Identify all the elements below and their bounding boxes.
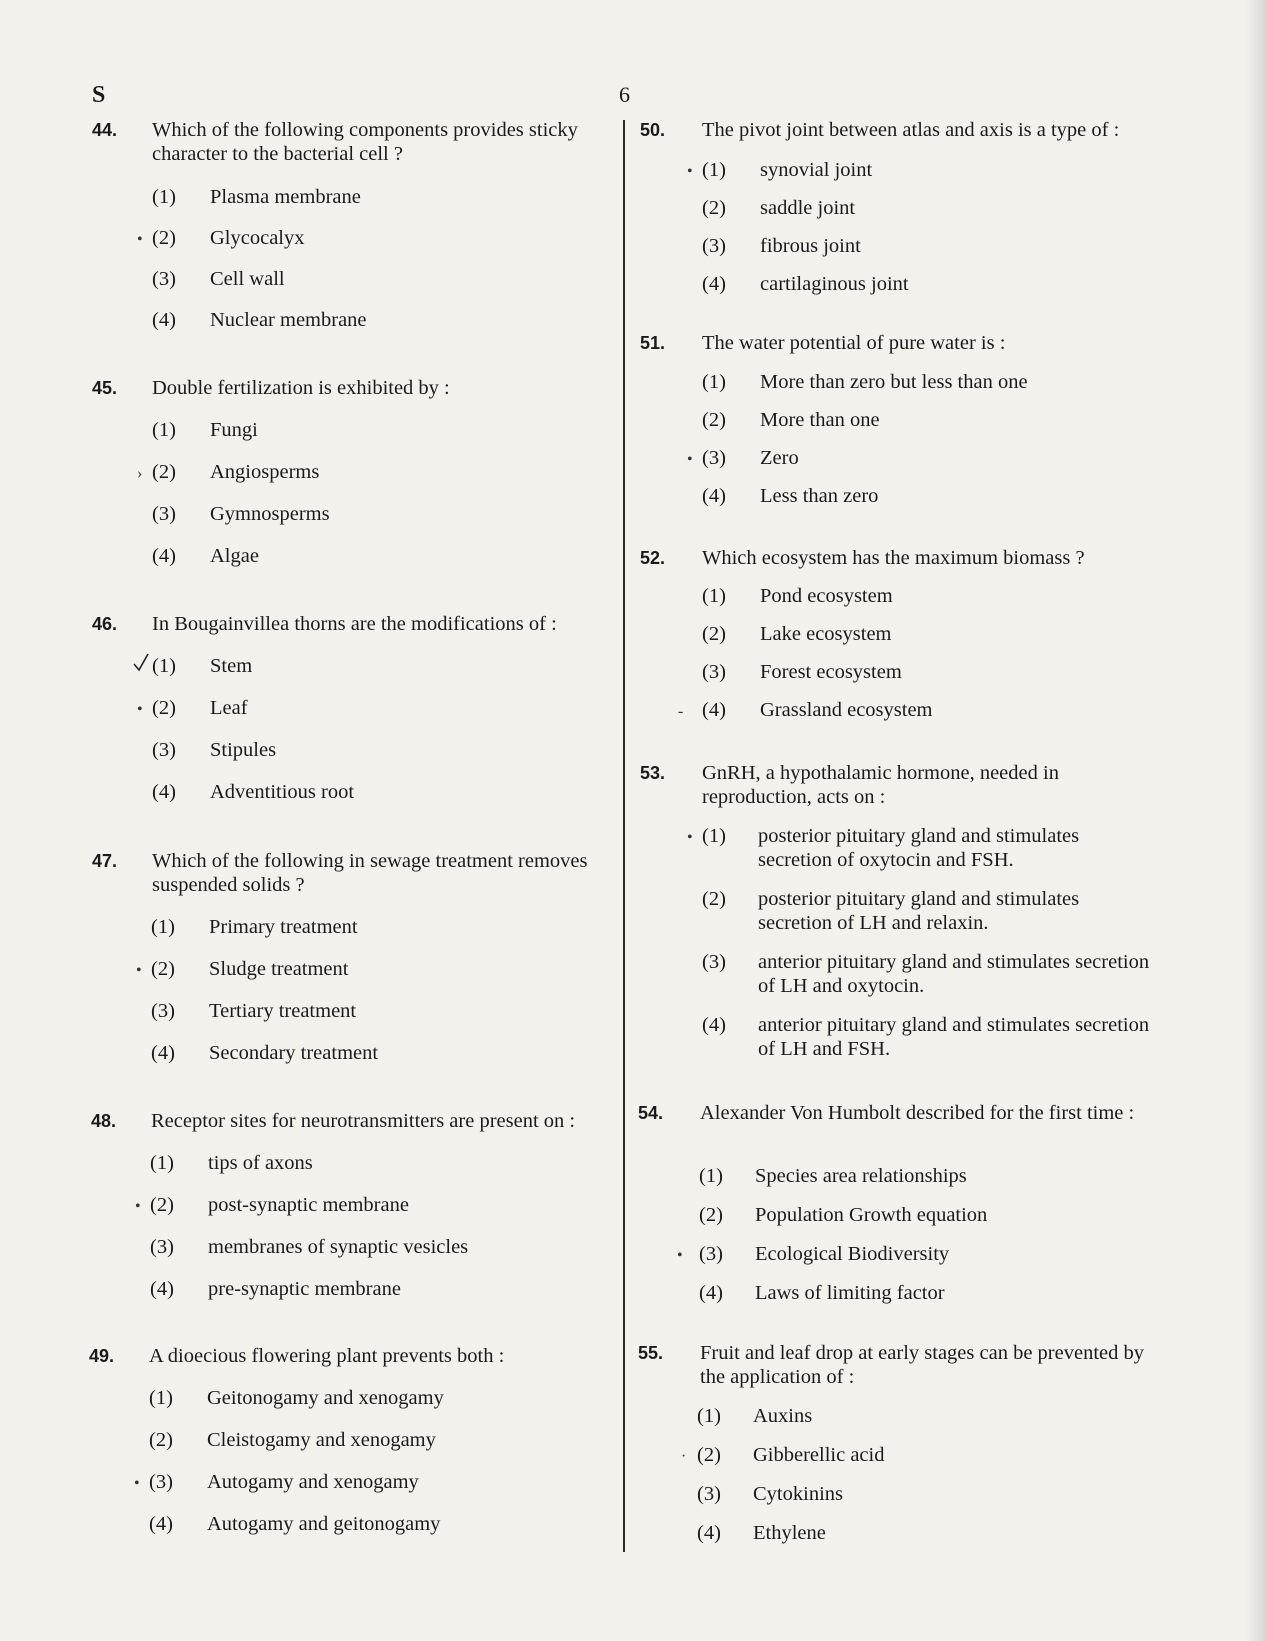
option-number: (4) [152, 309, 176, 331]
option-text: Geitonogamy and xenogamy [207, 1387, 444, 1409]
option-text: More than zero but less than one [760, 371, 1028, 393]
pencil-mark-icon: · [681, 1448, 687, 1465]
question-number: 55. [638, 1343, 664, 1363]
option-text: Auxins [753, 1405, 813, 1427]
question-number: 44. [92, 120, 118, 140]
option-number: (2) [702, 409, 726, 431]
question-text: The pivot joint between atlas and axis is a type of : [702, 119, 1120, 141]
option-text: synovial joint [760, 159, 873, 181]
option-number: (2) [702, 623, 726, 645]
option-number: (3) [152, 503, 176, 525]
option-number: (1) [151, 916, 175, 938]
option-text: Cell wall [210, 268, 285, 290]
question-number: 45. [92, 378, 118, 398]
question-text: Fruit and leaf drop at early stages can be prevented by the application of : [700, 1342, 1144, 1388]
option-text: Autogamy and geitonogamy [207, 1513, 441, 1535]
page-number: 6 [619, 82, 630, 107]
option-number: (1) [702, 585, 726, 607]
option-number: (3) [151, 1000, 175, 1022]
option-text: saddle joint [760, 197, 856, 219]
question-number: 54. [638, 1103, 664, 1123]
option-text: Gymnosperms [210, 503, 330, 525]
option-number: (1) [152, 419, 176, 441]
option-number: (3) [702, 661, 726, 683]
option-text: pre-synaptic membrane [208, 1278, 401, 1300]
pencil-mark-icon: • [677, 1247, 683, 1264]
option-text: Stem [210, 655, 253, 677]
option-text: Sludge treatment [209, 958, 349, 980]
option-number: (2) [697, 1444, 721, 1466]
option-text: Cleistogamy and xenogamy [207, 1429, 436, 1451]
option-number: (1) [152, 655, 176, 677]
option-number: (3) [152, 739, 176, 761]
question-text: The water potential of pure water is : [702, 332, 1006, 354]
option-number: (2) [151, 958, 175, 980]
option-text: Leaf [210, 697, 248, 719]
pencil-mark-icon: • [687, 163, 693, 180]
option-number: (1) [150, 1152, 174, 1174]
option-number: (1) [699, 1165, 723, 1187]
option-number: (3) [702, 447, 726, 469]
option-number: (3) [152, 268, 176, 290]
question-text: Alexander Von Humbolt described for the first time : [700, 1102, 1135, 1124]
option-text: Autogamy and xenogamy [207, 1471, 419, 1493]
question-text: In Bougainvillea thorns are the modifications of : [152, 613, 557, 635]
option-number: (4) [702, 1014, 726, 1036]
pencil-mark-icon: - [678, 703, 684, 720]
option-number: (1) [702, 371, 726, 393]
option-number: (2) [150, 1194, 174, 1216]
option-number: (1) [702, 159, 726, 181]
option-number: (4) [152, 545, 176, 567]
option-text: Lake ecosystem [760, 623, 892, 645]
option-number: (2) [702, 197, 726, 219]
option-number: (3) [149, 1471, 173, 1493]
question-text: A dioecious flowering plant prevents both : [149, 1345, 505, 1367]
option-text: Forest ecosystem [760, 661, 902, 683]
option-text: Glycocalyx [210, 227, 305, 249]
column-divider [623, 120, 625, 1552]
question-number: 47. [92, 851, 118, 871]
option-text: Fungi [210, 419, 258, 441]
option-text: Secondary treatment [209, 1042, 379, 1064]
option-number: (4) [150, 1278, 174, 1300]
option-number: (2) [152, 697, 176, 719]
question-text: Which of the following in sewage treatment removes suspended solids ? [152, 850, 588, 896]
option-number: (4) [702, 485, 726, 507]
option-text: Stipules [210, 739, 277, 761]
option-text: posterior pituitary gland and stimulates secretion of LH and relaxin. [758, 888, 1080, 934]
option-text: anterior pituitary gland and stimulates secretion of LH and oxytocin. [758, 951, 1150, 997]
option-text: membranes of synaptic vesicles [208, 1236, 469, 1258]
option-number: (3) [702, 951, 726, 973]
option-number: (3) [702, 235, 726, 257]
question-number: 46. [92, 614, 118, 634]
pencil-mark-icon: • [136, 962, 142, 979]
pencil-mark-icon: • [134, 1475, 140, 1492]
option-number: (3) [699, 1243, 723, 1265]
option-number: (4) [699, 1282, 723, 1304]
option-number: (1) [149, 1387, 173, 1409]
option-number: (4) [702, 273, 726, 295]
option-text: post-synaptic membrane [208, 1194, 409, 1216]
question-number: 49. [89, 1346, 115, 1366]
option-text: Ethylene [753, 1522, 826, 1544]
option-text: Less than zero [760, 485, 879, 507]
option-text: Pond ecosystem [760, 585, 893, 607]
option-text: Population Growth equation [755, 1204, 988, 1226]
question-text: GnRH, a hypothalamic hormone, needed in reproduction, acts on : [702, 762, 1059, 808]
question-text: Which ecosystem has the maximum biomass ? [702, 547, 1085, 569]
option-text: fibrous joint [760, 235, 861, 257]
option-number: (2) [702, 888, 726, 910]
option-text: Adventitious root [210, 781, 355, 803]
option-number: (3) [697, 1483, 721, 1505]
series-code: S [92, 82, 106, 108]
option-number: (2) [152, 227, 176, 249]
option-number: (3) [150, 1236, 174, 1258]
option-text: anterior pituitary gland and stimulates secretion of LH and FSH. [758, 1014, 1150, 1060]
option-text: Ecological Biodiversity [755, 1243, 950, 1265]
option-text: Grassland ecosystem [760, 699, 933, 721]
question-number: 48. [91, 1111, 117, 1131]
option-text: More than one [760, 409, 880, 431]
option-text: Primary treatment [209, 916, 358, 938]
option-text: Cytokinins [753, 1483, 843, 1505]
option-number: (4) [151, 1042, 175, 1064]
pencil-mark-icon: • [137, 701, 143, 718]
option-text: Gibberellic acid [753, 1444, 885, 1466]
option-number: (2) [149, 1429, 173, 1451]
option-text: Tertiary treatment [209, 1000, 357, 1022]
option-number: (2) [699, 1204, 723, 1226]
option-text: Zero [760, 447, 799, 469]
option-number: (2) [152, 461, 176, 483]
question-number: 50. [640, 120, 666, 140]
pencil-mark-icon: • [687, 829, 693, 846]
option-number: (4) [697, 1522, 721, 1544]
question-text: Double fertilization is exhibited by : [152, 377, 450, 399]
option-text: Species area relationships [755, 1165, 967, 1187]
option-text: Angiosperms [210, 461, 320, 483]
pencil-mark-icon: • [687, 451, 693, 468]
option-text: Laws of limiting factor [755, 1282, 945, 1304]
option-text: posterior pituitary gland and stimulates secretion of oxytocin and FSH. [758, 825, 1080, 871]
question-text: Receptor sites for neurotransmitters are present on : [151, 1110, 576, 1132]
page-edge-shadow [1246, 0, 1266, 1641]
option-number: (4) [149, 1513, 173, 1535]
question-text: Which of the following components provides sticky character to the bacterial cell ? [152, 119, 578, 165]
option-text: Algae [210, 545, 259, 567]
pencil-mark-icon: • [135, 1198, 141, 1215]
option-text: tips of axons [208, 1152, 313, 1174]
option-number: (1) [702, 825, 726, 847]
tick-mark-icon [132, 652, 150, 674]
option-text: Plasma membrane [210, 186, 361, 208]
option-number: (1) [152, 186, 176, 208]
question-number: 53. [640, 763, 666, 783]
option-number: (1) [697, 1405, 721, 1427]
pencil-mark-icon: › [137, 465, 143, 482]
pencil-mark-icon: • [137, 231, 143, 248]
question-number: 51. [640, 333, 666, 353]
option-number: (4) [152, 781, 176, 803]
option-text: Nuclear membrane [210, 309, 367, 331]
question-number: 52. [640, 548, 666, 568]
option-text: cartilaginous joint [760, 273, 909, 295]
option-number: (4) [702, 699, 726, 721]
